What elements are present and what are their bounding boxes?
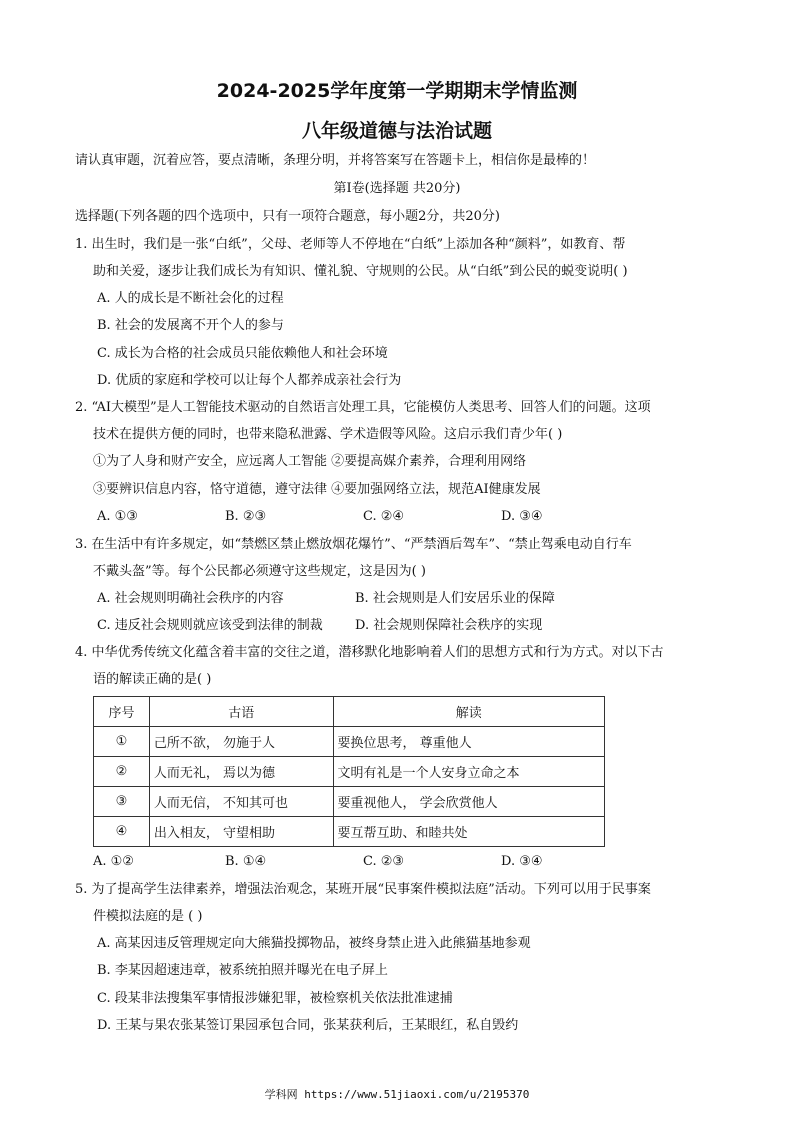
table-row [94, 727, 605, 757]
q1-option-d: D. 优质的家庭和学校可以让每个人都养成亲社会行为 [97, 373, 402, 388]
q1-stem-line2: 助和关爱，逐步让我们成长为有知识、懂礼貌、守规则的公民。从“白纸”到公民的蜕变说明( ) [93, 264, 628, 279]
q2-option-d: D. ③④ [501, 509, 543, 524]
table-cell-saying: 己所不欲， 勿施于人 [149, 727, 333, 757]
q3-options-row2 [97, 617, 657, 635]
table-cell-interpretation: 要换位思考， 尊重他人 [333, 727, 604, 757]
q4-option-c: C. ②③ [363, 854, 405, 869]
table-cell-index: ② [94, 757, 150, 787]
table-row [94, 787, 605, 817]
q3-option-a: A. 社会规则明确社会秩序的内容 [97, 591, 284, 606]
table-header-cell: 解读 [333, 697, 604, 727]
q5-option-d: D. 王某与果农张某签订果园承包合同，张某获利后，王某眼红，私自毁约 [97, 1018, 519, 1033]
table-header-cell: 古语 [149, 697, 333, 727]
table-cell-index: ④ [94, 817, 150, 847]
section-description: 选择题(下列各题的四个选项中，只有一项符合题意，每小题2分，共20分) [75, 209, 500, 224]
q2-stem-line2: 技术在提供方便的同时，也带来隐私泄露、学术造假等风险。这启示我们青少年( ) [93, 427, 563, 442]
q4-stem-line1: 4. 中华优秀传统文化蕴含着丰富的交往之道，潜移默化地影响着人们的思想方式和行为方式。对以下古 [75, 645, 664, 660]
q3-stem-line1: 3. 在生活中有许多规定，如“禁燃区禁止燃放烟花爆竹”、“严禁酒后驾车”、“禁止驾乘电动自行车 [75, 537, 632, 552]
table-row [94, 757, 605, 787]
table-cell-interpretation: 要互帮互助、和睦共处 [333, 817, 604, 847]
q1-stem-line1: 1. 出生时，我们是一张“白纸”，父母、老师等人不停地在“白纸”上添加各种“颜料”，如教育、帮 [75, 237, 626, 252]
q4-option-b: B. ①④ [225, 854, 267, 869]
footer-watermark-url: 学科网 https://www.51jiaoxi.com/u/2195370 [264, 1088, 530, 1101]
table-cell-index: ③ [94, 787, 150, 817]
q3-option-c: C. 违反社会规则就应该受到法律的制裁 [97, 618, 323, 633]
q5-option-c: C. 段某非法搜集军事情报涉嫌犯罪，被检察机关依法批准逮捕 [97, 991, 453, 1006]
table-cell-interpretation: 要重视他人， 学会欣赏他人 [333, 787, 604, 817]
q1-option-b: B. 社会的发展离不开个人的参与 [97, 318, 284, 333]
table-row [94, 817, 605, 847]
table-cell-interpretation: 文明有礼是一个人安身立命之本 [333, 757, 604, 787]
q2-stem-line1: 2. “AI大模型”是人工智能技术驱动的自然语言处理工具，它能模仿人类思考、回答人们的问题。这项 [75, 400, 651, 415]
q4-stem-line2: 语的解读正确的是( ) [93, 672, 212, 687]
q5-option-a: A. 高某因违反管理规定向大熊猫投掷物品，被终身禁止进入此熊猫基地参观 [97, 936, 531, 951]
exam-subtitle: 八年级道德与法治试题 [301, 120, 492, 142]
exam-title: 2024-2025学年度第一学期期末学情监测 [216, 80, 578, 102]
q1-option-a: A. 人的成长是不断社会化的过程 [97, 291, 284, 306]
q2-option-a: A. ①③ [97, 509, 138, 524]
q5-stem-line1: 5. 为了提高学生法律素养，增强法治观念，某班开展“民事案件模拟法庭”活动。下列可以用于民事案 [75, 882, 651, 897]
q4-table [93, 696, 605, 847]
q2-option-c: C. ②④ [363, 509, 405, 524]
table-cell-index: ① [94, 727, 150, 757]
table-header-cell: 序号 [94, 697, 150, 727]
table-header-row [94, 697, 605, 727]
q5-stem-line2: 件模拟法庭的是 ( ) [93, 909, 203, 924]
q4-option-a: A. ①② [93, 854, 134, 869]
q3-options-row1 [97, 590, 657, 608]
q2-statements-2: ③要辨识信息内容，恪守道德，遵守法律 ④要加强网络立法，规范AI健康发展 [93, 482, 541, 497]
table-cell-saying: 出入相友， 守望相助 [149, 817, 333, 847]
q2-options [97, 508, 617, 526]
q2-option-b: B. ②③ [225, 509, 267, 524]
q3-option-b: B. 社会规则是人们安居乐业的保障 [355, 591, 555, 606]
q1-option-c: C. 成长为合格的社会成员只能依赖他人和社会环境 [97, 346, 388, 361]
q2-statements-1: ①为了人身和财产安全，应远离人工智能 ②要提高媒介素养，合理利用网络 [93, 454, 527, 469]
section-title: 第Ⅰ卷(选择题 共20分) [333, 181, 461, 196]
q4-option-d: D. ③④ [501, 854, 543, 869]
q3-option-d: D. 社会规则保障社会秩序的实现 [355, 618, 543, 633]
table-cell-saying: 人而无礼， 焉以为德 [149, 757, 333, 787]
q4-options [93, 853, 613, 871]
q5-option-b: B. 李某因超速违章，被系统拍照并曝光在电子屏上 [97, 963, 388, 978]
table-cell-saying: 人而无信， 不知其可也 [149, 787, 333, 817]
instructions: 请认真审题，沉着应答，要点清晰，条理分明，并将答案写在答题卡上，相信你是最棒的！ [75, 153, 596, 168]
q3-stem-line2: 不戴头盔”等。每个公民都必须遵守这些规定，这是因为( ) [93, 564, 426, 579]
